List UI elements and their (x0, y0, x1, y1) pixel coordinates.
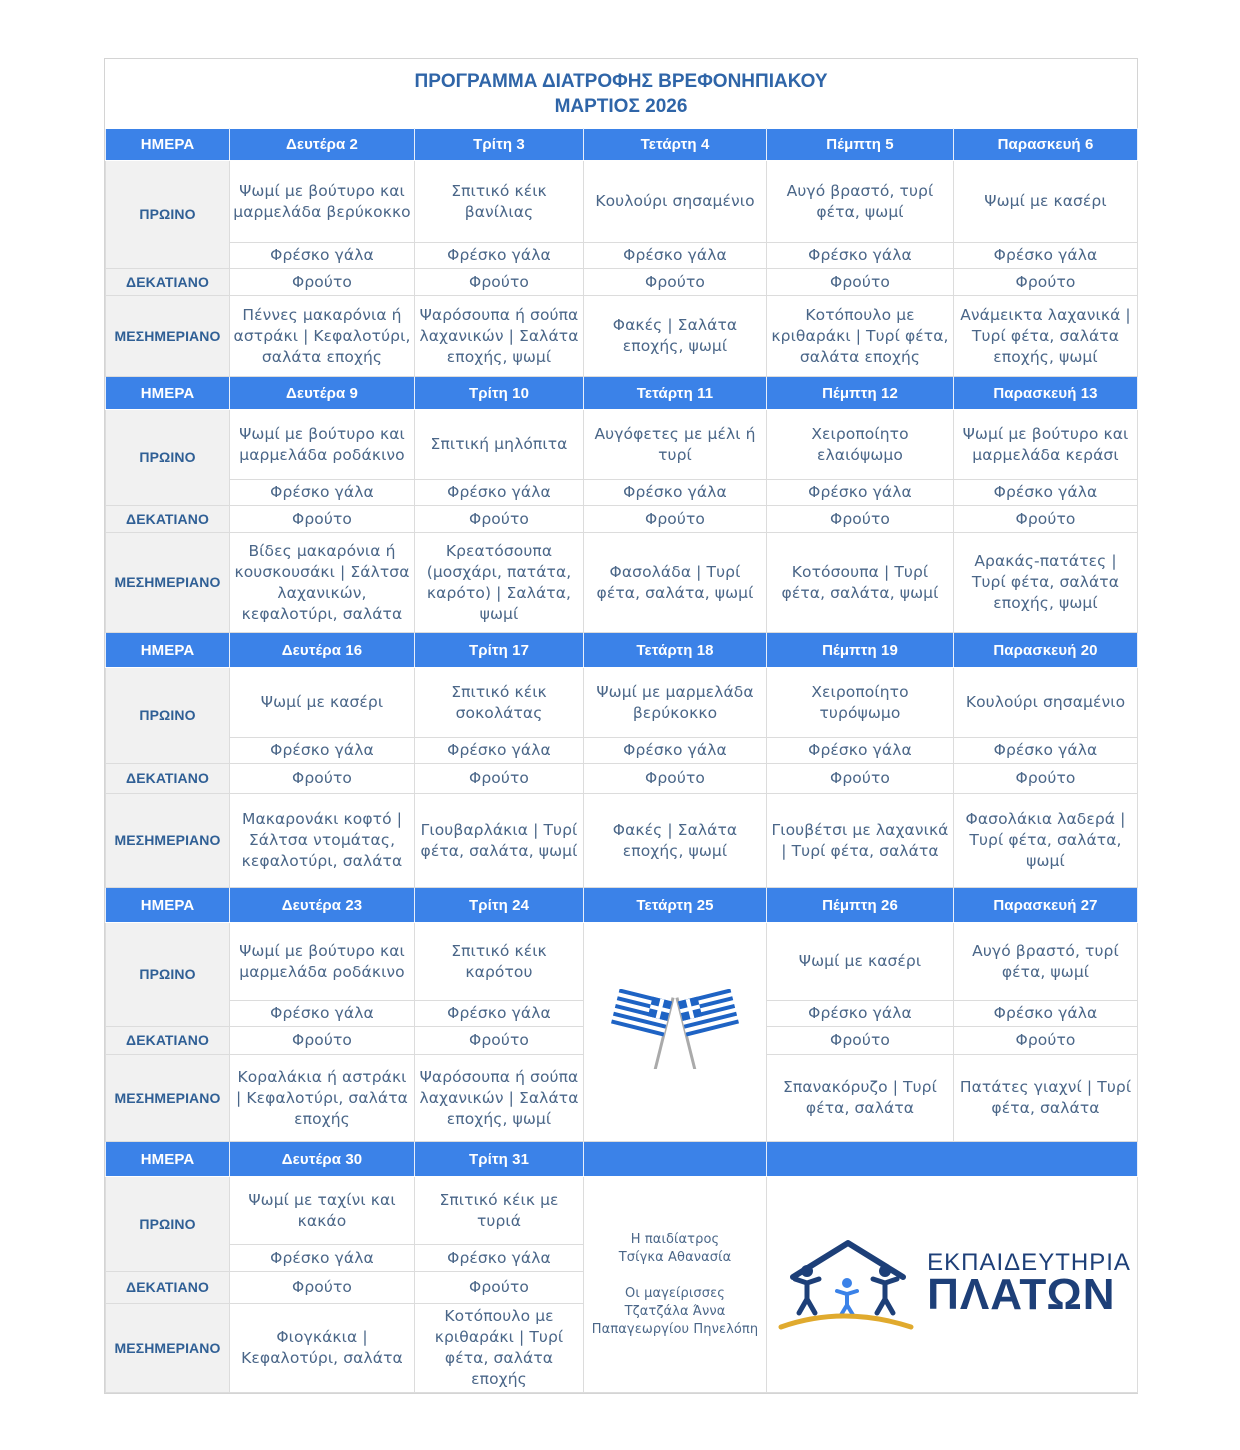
breakfast-cell: Αυγό βραστό, τυρί φέτα, ψωμί (954, 923, 1138, 1001)
day-header-label: ΗΜΕΡΑ (106, 633, 230, 668)
breakfast-label: ΠΡΩΙΝΟ (106, 1177, 230, 1272)
credits-pediatrician-title: Η παιδίατρος (630, 1231, 720, 1247)
day-header: Παρασκευή 20 (954, 633, 1138, 668)
milk-cell: Φρέσκο γάλα (954, 738, 1138, 764)
snack-row (106, 269, 1138, 296)
snack-cell: Φρούτο (230, 1027, 415, 1055)
milk-cell: Φρέσκο γάλα (415, 480, 584, 506)
menu-table (105, 128, 1138, 1393)
week-1-header-row (106, 129, 1138, 161)
lunch-cell: Φακές | Σαλάτα εποχής, ψωμί (584, 794, 767, 888)
day-header-label: ΗΜΕΡΑ (106, 377, 230, 410)
lunch-label: ΜΕΣΗΜΕΡΙΑΝΟ (106, 794, 230, 888)
day-header: Τρίτη 24 (415, 888, 584, 923)
milk-cell: Φρέσκο γάλα (415, 243, 584, 269)
snack-cell: Φρούτο (584, 269, 767, 296)
lunch-cell: Πέννες μακαρόνια ή αστράκι | Κεφαλοτύρι, σαλάτα εποχής (230, 296, 415, 377)
breakfast-cell: Ψωμί με βούτυρο και μαρμελάδα βερύκοκκο (230, 161, 415, 243)
day-header: Δευτέρα 9 (230, 377, 415, 410)
menu-sheet (104, 58, 1138, 1394)
breakfast-label: ΠΡΩΙΝΟ (106, 161, 230, 269)
week-5-header-row (106, 1142, 1138, 1177)
day-header: Τετάρτη 25 (584, 888, 767, 923)
snack-cell: Φρούτο (954, 764, 1138, 794)
breakfast-cell: Σπιτικό κέικ βανίλιας (415, 161, 584, 243)
milk-cell: Φρέσκο γάλα (230, 738, 415, 764)
week-2-header-row (106, 377, 1138, 410)
breakfast-cell: Σπιτικό κέικ σοκολάτας (415, 668, 584, 738)
snack-cell: Φρούτο (584, 764, 767, 794)
day-header-label: ΗΜΕΡΑ (106, 888, 230, 923)
day-header: Τετάρτη 18 (584, 633, 767, 668)
lunch-cell: Πατάτες γιαχνί | Τυρί φέτα, σαλάτα (954, 1055, 1138, 1142)
lunch-cell: Φασολάκια λαδερά | Τυρί φέτα, σαλάτα, ψωμί (954, 794, 1138, 888)
milk-cell: Φρέσκο γάλα (415, 1245, 584, 1272)
lunch-cell: Ψαρόσουπα ή σούπα λαχανικών | Σαλάτα εποχής, ψωμί (415, 1055, 584, 1142)
breakfast-cell: Ψωμί με κασέρι (954, 161, 1138, 243)
empty-header (584, 1142, 767, 1177)
snack-cell: Φρούτο (415, 1272, 584, 1304)
day-header: Πέμπτη 5 (767, 129, 954, 161)
credits-cook-name-2: Παπαγεωργίου Πηνελόπη (591, 1321, 759, 1337)
day-header: Τετάρτη 4 (584, 129, 767, 161)
lunch-label: ΜΕΣΗΜΕΡΙΑΝΟ (106, 1304, 230, 1393)
snack-cell: Φρούτο (230, 506, 415, 533)
day-header: Πέμπτη 26 (767, 888, 954, 923)
day-header: Τρίτη 10 (415, 377, 584, 410)
day-header-label: ΗΜΕΡΑ (106, 129, 230, 161)
milk-cell: Φρέσκο γάλα (230, 1245, 415, 1272)
snack-cell: Φρούτο (415, 506, 584, 533)
day-header: Τρίτη 31 (415, 1142, 584, 1177)
school-logo (770, 1235, 1134, 1335)
lunch-cell: Κοτόπουλο με κριθαράκι | Τυρί φέτα, σαλάτα εποχής (415, 1304, 584, 1393)
lunch-row (106, 794, 1138, 888)
breakfast-cell: Ψωμί με βούτυρο και μαρμελάδα κεράσι (954, 410, 1138, 480)
lunch-cell: Αρακάς-πατάτες | Τυρί φέτα, σαλάτα εποχής, ψωμί (954, 533, 1138, 633)
lunch-cell: Μακαρονάκι κοφτό | Σάλτσα ντομάτας, κεφαλοτύρι, σαλάτα (230, 794, 415, 888)
milk-row (106, 243, 1138, 269)
milk-cell: Φρέσκο γάλα (415, 1001, 584, 1027)
breakfast-row (106, 161, 1138, 243)
lunch-cell: Κοραλάκια ή αστράκι | Κεφαλοτύρι, σαλάτα εποχής (230, 1055, 415, 1142)
day-header: Πέμπτη 12 (767, 377, 954, 410)
snack-cell: Φρούτο (767, 764, 954, 794)
day-header: Παρασκευή 6 (954, 129, 1138, 161)
breakfast-cell: Ψωμί με κασέρι (230, 668, 415, 738)
day-header: Τρίτη 17 (415, 633, 584, 668)
title-line-1: ΠΡΟΓΡΑΜΜΑ ΔΙΑΤΡΟΦΗΣ ΒΡΕΦΟΝΗΠΙΑΚΟΥ (414, 70, 828, 92)
week-3-header-row (106, 633, 1138, 668)
lunch-cell: Φιογκάκια | Κεφαλοτύρι, σαλάτα (230, 1304, 415, 1393)
milk-cell: Φρέσκο γάλα (954, 480, 1138, 506)
day-header: Δευτέρα 23 (230, 888, 415, 923)
page-title (105, 59, 1137, 128)
milk-cell: Φρέσκο γάλα (954, 1001, 1138, 1027)
breakfast-cell: Χειροποίητο τυρόψωμο (767, 668, 954, 738)
milk-cell: Φρέσκο γάλα (230, 243, 415, 269)
breakfast-cell: Σπιτικό κέικ καρότου (415, 923, 584, 1001)
credits-cook-name-1: Τζατζάλα Άννα (624, 1303, 726, 1319)
milk-cell: Φρέσκο γάλα (767, 243, 954, 269)
milk-cell: Φρέσκο γάλα (415, 738, 584, 764)
breakfast-label: ΠΡΩΙΝΟ (106, 410, 230, 506)
lunch-cell: Κρεατόσουπα (μοσχάρι, πατάτα, καρότο) | Σαλάτα, ψωμί (415, 533, 584, 633)
title-line-2: ΜΑΡΤΙΟΣ 2026 (554, 95, 688, 117)
milk-row (106, 738, 1138, 764)
breakfast-cell: Κουλούρι σησαμένιο (954, 668, 1138, 738)
milk-cell: Φρέσκο γάλα (767, 738, 954, 764)
snack-cell: Φρούτο (230, 1272, 415, 1304)
lunch-row (106, 296, 1138, 377)
breakfast-cell: Κουλούρι σησαμένιο (584, 161, 767, 243)
school-name-bottom: ΠΛΑΤΩΝ (927, 1270, 1116, 1319)
lunch-cell: Φακές | Σαλάτα εποχής, ψωμί (584, 296, 767, 377)
breakfast-cell: Ψωμί με μαρμελάδα βερύκοκκο (584, 668, 767, 738)
breakfast-label: ΠΡΩΙΝΟ (106, 923, 230, 1027)
lunch-label: ΜΕΣΗΜΕΡΙΑΝΟ (106, 533, 230, 633)
milk-cell: Φρέσκο γάλα (584, 738, 767, 764)
breakfast-row (106, 410, 1138, 480)
lunch-cell: Γιουβέτσι με λαχανικά | Τυρί φέτα, σαλάτα (767, 794, 954, 888)
snack-label: ΔΕΚΑΤΙΑΝΟ (106, 764, 230, 794)
day-header: Πέμπτη 19 (767, 633, 954, 668)
snack-cell: Φρούτο (230, 269, 415, 296)
milk-cell: Φρέσκο γάλα (767, 1001, 954, 1027)
snack-cell: Φρούτο (767, 1027, 954, 1055)
day-header: Δευτέρα 30 (230, 1142, 415, 1177)
breakfast-cell: Ψωμί με ταχίνι και κακάο (230, 1177, 415, 1245)
breakfast-cell: Αυγό βραστό, τυρί φέτα, ψωμί (767, 161, 954, 243)
school-name-top: ΕΚΠΑΙΔΕΥΤΗΡΙΑ (927, 1249, 1131, 1276)
snack-cell: Φρούτο (584, 506, 767, 533)
snack-row (106, 764, 1138, 794)
snack-cell: Φρούτο (954, 506, 1138, 533)
snack-cell: Φρούτο (415, 764, 584, 794)
lunch-cell: Γιουβαρλάκια | Τυρί φέτα, σαλάτα, ψωμί (415, 794, 584, 888)
snack-label: ΔΕΚΑΤΙΑΝΟ (106, 1272, 230, 1304)
credits-pediatrician-name: Τσίγκα Αθανασία (618, 1249, 732, 1265)
breakfast-row (106, 923, 1138, 1001)
lunch-cell: Κοτόπουλο με κριθαράκι | Τυρί φέτα, σαλάτα εποχής (767, 296, 954, 377)
snack-label: ΔΕΚΑΤΙΑΝΟ (106, 1027, 230, 1055)
lunch-cell: Βίδες μακαρόνια ή κουσκουσάκι | Σάλτσα λαχανικών, κεφαλοτύρι, σαλάτα (230, 533, 415, 633)
snack-cell: Φρούτο (767, 506, 954, 533)
lunch-cell: Ανάμεικτα λαχανικά | Τυρί φέτα, σαλάτα εποχής, ψωμί (954, 296, 1138, 377)
lunch-label: ΜΕΣΗΜΕΡΙΑΝΟ (106, 1055, 230, 1142)
breakfast-row (106, 1177, 1138, 1245)
milk-cell: Φρέσκο γάλα (230, 480, 415, 506)
credits-cell (584, 1177, 767, 1393)
credits-cooks-title: Οι μαγείρισσες (625, 1285, 725, 1301)
snack-cell: Φρούτο (767, 269, 954, 296)
holiday-cell (584, 923, 767, 1142)
snack-cell: Φρούτο (415, 1027, 584, 1055)
breakfast-row (106, 668, 1138, 738)
logo-cell (767, 1177, 1138, 1393)
day-header: Τρίτη 3 (415, 129, 584, 161)
day-header: Δευτέρα 16 (230, 633, 415, 668)
breakfast-cell: Σπιτική μηλόπιτα (415, 410, 584, 480)
breakfast-cell: Σπιτικό κέικ με τυριά (415, 1177, 584, 1245)
snack-cell: Φρούτο (954, 1027, 1138, 1055)
day-header-label: ΗΜΕΡΑ (106, 1142, 230, 1177)
lunch-cell: Ψαρόσουπα ή σούπα λαχανικών | Σαλάτα εποχής, ψωμί (415, 296, 584, 377)
milk-cell: Φρέσκο γάλα (584, 243, 767, 269)
greek-flags-icon (605, 989, 745, 1069)
snack-cell: Φρούτο (415, 269, 584, 296)
school-name (927, 1249, 1131, 1319)
breakfast-label: ΠΡΩΙΝΟ (106, 668, 230, 764)
lunch-cell: Φασολάδα | Τυρί φέτα, σαλάτα, ψωμί (584, 533, 767, 633)
day-header: Τετάρτη 11 (584, 377, 767, 410)
breakfast-cell: Χειροποίητο ελαιόψωμο (767, 410, 954, 480)
snack-row (106, 506, 1138, 533)
breakfast-cell: Ψωμί με κασέρι (767, 923, 954, 1001)
week-4-header-row (106, 888, 1138, 923)
lunch-cell: Κοτόσουπα | Τυρί φέτα, σαλάτα, ψωμί (767, 533, 954, 633)
snack-label: ΔΕΚΑΤΙΑΝΟ (106, 269, 230, 296)
lunch-row (106, 533, 1138, 633)
snack-cell: Φρούτο (954, 269, 1138, 296)
milk-row (106, 480, 1138, 506)
breakfast-cell: Αυγόφετες με μέλι ή τυρί (584, 410, 767, 480)
snack-cell: Φρούτο (230, 764, 415, 794)
milk-cell: Φρέσκο γάλα (767, 480, 954, 506)
day-header: Παρασκευή 13 (954, 377, 1138, 410)
day-header: Παρασκευή 27 (954, 888, 1138, 923)
empty-header (767, 1142, 1138, 1177)
milk-cell: Φρέσκο γάλα (954, 243, 1138, 269)
snack-label: ΔΕΚΑΤΙΑΝΟ (106, 506, 230, 533)
house-family-icon (773, 1235, 923, 1335)
breakfast-cell: Ψωμί με βούτυρο και μαρμελάδα ροδάκινο (230, 410, 415, 480)
breakfast-cell: Ψωμί με βούτυρο και μαρμελάδα ροδάκινο (230, 923, 415, 1001)
lunch-label: ΜΕΣΗΜΕΡΙΑΝΟ (106, 296, 230, 377)
milk-cell: Φρέσκο γάλα (584, 480, 767, 506)
milk-cell: Φρέσκο γάλα (230, 1001, 415, 1027)
lunch-cell: Σπανακόρυζο | Τυρί φέτα, σαλάτα (767, 1055, 954, 1142)
day-header: Δευτέρα 2 (230, 129, 415, 161)
